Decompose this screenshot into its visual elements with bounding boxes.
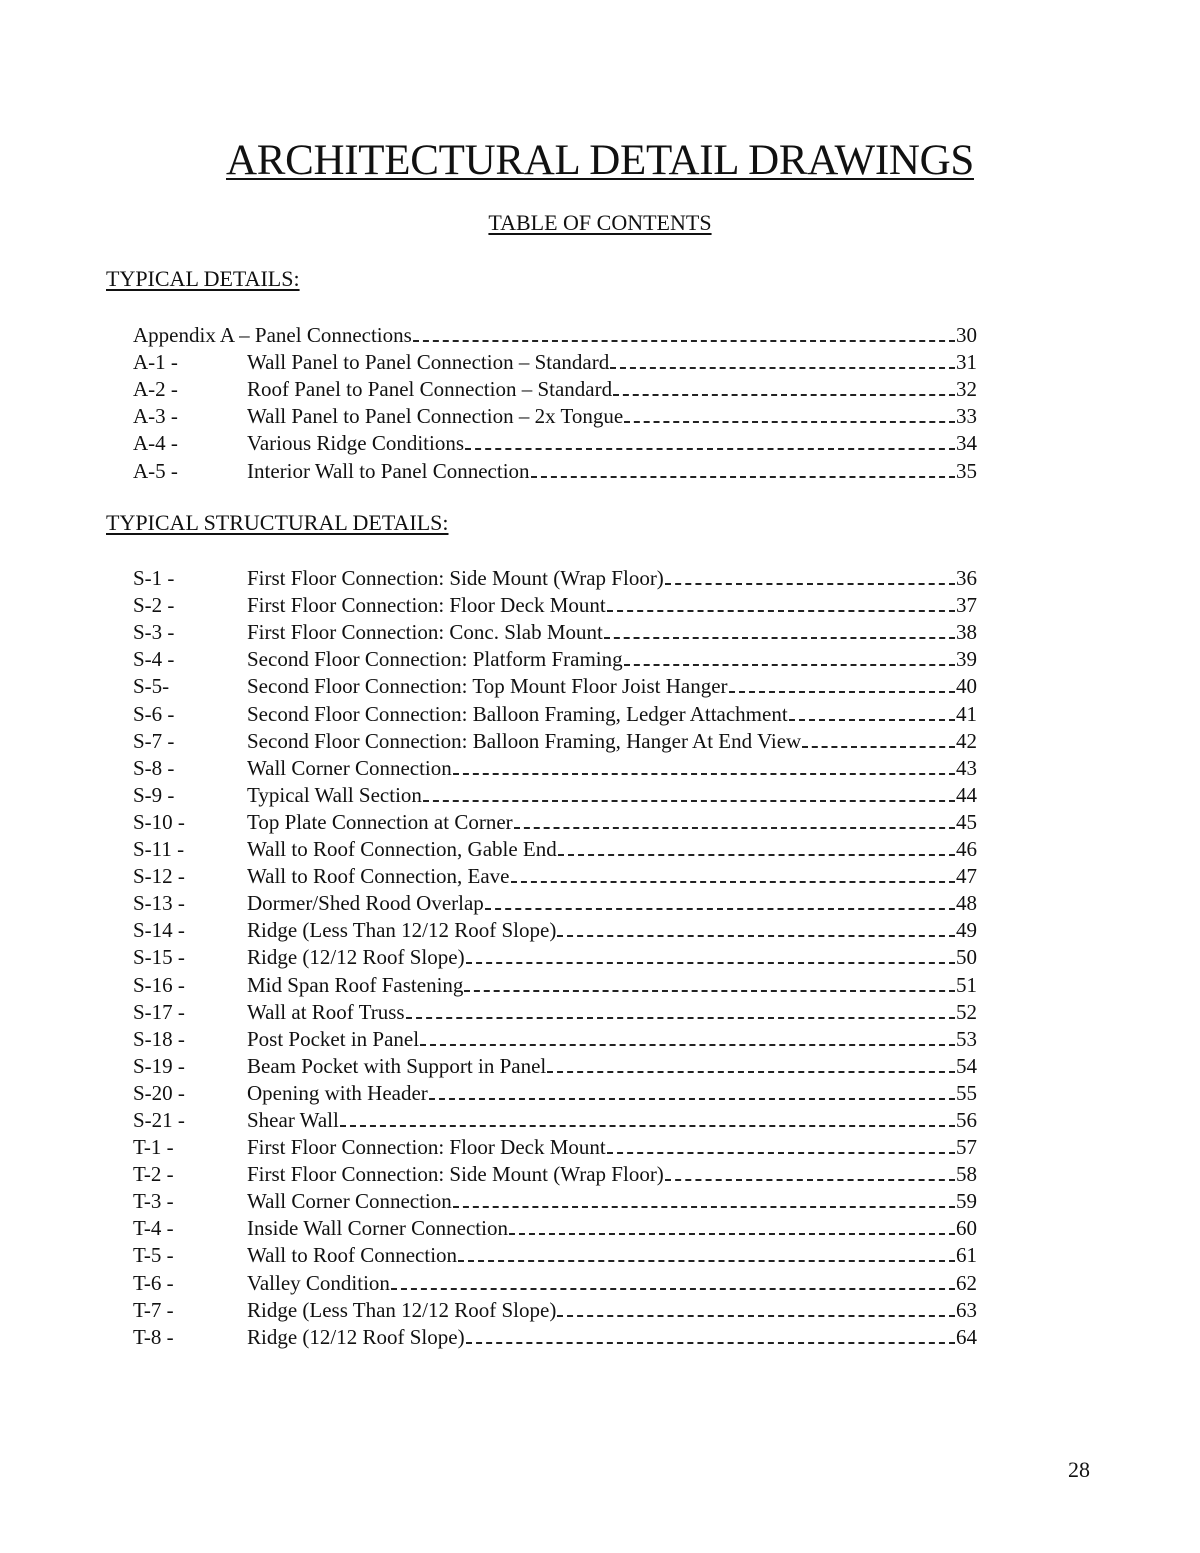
toc-entry-title: First Floor Connection: Side Mount (Wrap Floor) [247, 566, 664, 591]
toc-entry-code: S-17 - [133, 999, 185, 1024]
toc-entry-page-number: 44 [956, 782, 977, 807]
toc-entry-code: A-3 - [133, 404, 178, 429]
toc-entry-title: Second Floor Connection: Platform Framing [247, 647, 623, 672]
toc-entry-code: Appendix A – Panel Connections [133, 323, 412, 348]
toc-entry-code: T-4 - [133, 1216, 174, 1241]
toc-dot-leader [789, 719, 955, 721]
toc-entry-code: S-9 - [133, 782, 175, 807]
toc-entry[interactable] [133, 969, 977, 996]
toc-entry[interactable] [133, 861, 977, 888]
toc-entry-page-number: 53 [956, 1026, 977, 1051]
toc-entry[interactable] [133, 753, 977, 780]
toc-entry-page-number: 60 [956, 1216, 977, 1241]
toc-entry-page-number: 30 [956, 323, 977, 348]
toc-entry-title: Second Floor Connection: Balloon Framing, Hanger At End View [247, 728, 802, 753]
toc-entry-code: S-21 - [133, 1107, 185, 1132]
toc-entry-title: Post Pocket in Panel [247, 1026, 420, 1051]
toc-entry-title: Wall to Roof Connection, Eave [247, 864, 510, 889]
toc-entry-page-number: 39 [956, 647, 977, 672]
toc-dot-leader [406, 1017, 955, 1019]
toc-entry[interactable] [133, 455, 977, 482]
document-title: ARCHITECTURAL DETAIL DRAWINGS [226, 137, 974, 184]
toc-entry[interactable] [133, 997, 977, 1024]
toc-entry-code: S-5- [133, 674, 170, 699]
toc-entry-page-number: 48 [956, 891, 977, 916]
toc-entry-page-number: 50 [956, 945, 977, 970]
toc-entry[interactable] [133, 1105, 977, 1132]
toc-dot-leader [466, 1342, 955, 1344]
toc-dot-leader [391, 1288, 955, 1290]
toc-entry-page-number: 42 [956, 728, 977, 753]
toc-entry-code: T-6 - [133, 1270, 174, 1295]
toc-entry[interactable] [133, 1159, 977, 1186]
toc-entry-page-number: 58 [956, 1162, 977, 1187]
toc-entry-title: First Floor Connection: Side Mount (Wrap Floor) [247, 1162, 664, 1187]
section-heading-typical-details: TYPICAL DETAILS: [106, 266, 300, 291]
toc-entry-code: S-3 - [133, 620, 175, 645]
toc-entry-page-number: 52 [956, 999, 977, 1024]
toc-entry-page-number: 59 [956, 1189, 977, 1214]
toc-dot-leader [509, 1233, 955, 1235]
toc-entry[interactable] [133, 1132, 977, 1159]
toc-entry[interactable] [133, 1186, 977, 1213]
toc-entry-title: Various Ridge Conditions [247, 431, 465, 456]
toc-entry-title: Wall to Roof Connection, Gable End [247, 837, 557, 862]
toc-dot-leader [557, 1315, 955, 1317]
toc-dot-leader [420, 1044, 955, 1046]
toc-entry-code: S-4 - [133, 647, 175, 672]
toc-entry-page-number: 41 [956, 701, 977, 726]
toc-entry-page-number: 51 [956, 972, 977, 997]
toc-entry[interactable] [133, 942, 977, 969]
toc-entry-code: S-19 - [133, 1053, 185, 1078]
toc-entry-title: Valley Condition [247, 1270, 390, 1295]
toc-entry[interactable] [133, 1267, 977, 1294]
toc-entry[interactable] [133, 834, 977, 861]
toc-entry[interactable] [133, 401, 977, 428]
toc-entry-page-number: 36 [956, 566, 977, 591]
toc-entry[interactable] [133, 1051, 977, 1078]
toc-entry[interactable] [133, 428, 977, 455]
toc-entry-code: A-1 - [133, 350, 178, 375]
toc-dot-leader [607, 610, 955, 612]
toc-dot-leader [558, 854, 955, 856]
toc-entry-page-number: 32 [956, 377, 977, 402]
toc-entry-title: First Floor Connection: Conc. Slab Mount [247, 620, 603, 645]
toc-entry-title: Inside Wall Corner Connection [247, 1216, 508, 1241]
toc-entry[interactable] [133, 347, 977, 374]
toc-entry-code: S-12 - [133, 864, 185, 889]
toc-entry-page-number: 31 [956, 350, 977, 375]
toc-entry[interactable] [133, 320, 977, 347]
toc-entry-code: T-7 - [133, 1297, 174, 1322]
toc-list-typical-structural-details [133, 563, 977, 1349]
toc-dot-leader [665, 1179, 955, 1181]
toc-entry-title: Shear Wall [247, 1107, 339, 1132]
toc-entry-page-number: 61 [956, 1243, 977, 1268]
toc-entry-code: T-1 - [133, 1135, 174, 1160]
toc-entry-title: Wall Corner Connection [247, 1189, 452, 1214]
toc-entry-title: Second Floor Connection: Top Mount Floor Joist Hanger [247, 674, 728, 699]
toc-entry-code: T-8 - [133, 1324, 174, 1349]
toc-entry-code: S-6 - [133, 701, 175, 726]
toc-entry-page-number: 55 [956, 1080, 977, 1105]
toc-entry[interactable] [133, 1024, 977, 1051]
toc-entry-page-number: 45 [956, 809, 977, 834]
toc-dot-leader [453, 773, 955, 775]
toc-entry[interactable] [133, 888, 977, 915]
toc-dot-leader [547, 1071, 955, 1073]
toc-entry-code: S-13 - [133, 891, 185, 916]
toc-dot-leader [485, 908, 955, 910]
toc-entry-title: First Floor Connection: Floor Deck Mount [247, 593, 606, 618]
toc-entry-code: S-8 - [133, 755, 175, 780]
toc-dot-leader [465, 448, 955, 450]
toc-entry-page-number: 35 [956, 458, 977, 483]
toc-entry[interactable] [133, 698, 977, 725]
toc-entry-title: Roof Panel to Panel Connection – Standard [247, 377, 613, 402]
toc-entry-code: A-4 - [133, 431, 178, 456]
toc-entry[interactable] [133, 807, 977, 834]
toc-entry[interactable] [133, 374, 977, 401]
toc-entry-page-number: 46 [956, 837, 977, 862]
toc-entry-title: Ridge (Less Than 12/12 Roof Slope) [247, 918, 557, 943]
toc-entry-title: First Floor Connection: Floor Deck Mount [247, 1135, 606, 1160]
toc-entry-page-number: 43 [956, 755, 977, 780]
toc-entry-title: Wall Corner Connection [247, 755, 452, 780]
toc-dot-leader [458, 1260, 955, 1262]
toc-entry-title: Beam Pocket with Support in Panel [247, 1053, 547, 1078]
toc-entry-code: T-5 - [133, 1243, 174, 1268]
toc-entry-page-number: 63 [956, 1297, 977, 1322]
toc-entry-title: Ridge (12/12 Roof Slope) [247, 1324, 465, 1349]
toc-entry-code: A-2 - [133, 377, 178, 402]
toc-dot-leader [423, 800, 955, 802]
toc-entry-page-number: 40 [956, 674, 977, 699]
toc-dot-leader [557, 935, 955, 937]
toc-entry[interactable] [133, 780, 977, 807]
toc-dot-leader [729, 691, 955, 693]
toc-dot-leader [466, 962, 955, 964]
toc-entry-code: S-16 - [133, 972, 185, 997]
toc-entry-title: Second Floor Connection: Balloon Framing, Ledger Attachment [247, 701, 788, 726]
toc-entry-code: S-10 - [133, 809, 185, 834]
toc-entry-code: T-3 - [133, 1189, 174, 1214]
section-heading-typical-structural-details: TYPICAL STRUCTURAL DETAILS: [106, 510, 449, 535]
toc-dot-leader [607, 1152, 955, 1154]
toc-entry[interactable] [133, 726, 977, 753]
toc-list-typical-details [133, 320, 977, 483]
toc-entry-title: Ridge (12/12 Roof Slope) [247, 945, 465, 970]
toc-entry[interactable] [133, 1322, 977, 1349]
toc-entry[interactable] [133, 915, 977, 942]
toc-entry-title: Wall to Roof Connection [247, 1243, 458, 1268]
toc-entry-code: T-2 - [133, 1162, 174, 1187]
toc-entry[interactable] [133, 1240, 977, 1267]
toc-dot-leader [413, 340, 955, 342]
toc-entry[interactable] [133, 1213, 977, 1240]
toc-heading: TABLE OF CONTENTS [488, 210, 712, 235]
toc-entry-page-number: 47 [956, 864, 977, 889]
toc-dot-leader [514, 827, 955, 829]
toc-entry-page-number: 54 [956, 1053, 977, 1078]
toc-entry-title: Wall Panel to Panel Connection – 2x Tongue [247, 404, 624, 429]
toc-dot-leader [340, 1125, 955, 1127]
toc-entry-code: S-7 - [133, 728, 175, 753]
toc-entry-page-number: 34 [956, 431, 977, 456]
toc-entry[interactable] [133, 1295, 977, 1322]
toc-entry[interactable] [133, 671, 977, 698]
toc-entry-code: S-2 - [133, 593, 175, 618]
toc-dot-leader [604, 637, 955, 639]
toc-entry[interactable] [133, 590, 977, 617]
toc-entry[interactable] [133, 1078, 977, 1105]
toc-entry-title: Wall at Roof Truss [247, 999, 405, 1024]
toc-entry-title: Dormer/Shed Rood Overlap [247, 891, 484, 916]
toc-dot-leader [453, 1206, 955, 1208]
toc-dot-leader [610, 367, 955, 369]
toc-dot-leader [613, 394, 955, 396]
toc-dot-leader [624, 664, 955, 666]
toc-entry-title: Top Plate Connection at Corner [247, 809, 513, 834]
toc-entry-title: Interior Wall to Panel Connection [247, 458, 530, 483]
toc-dot-leader [665, 583, 955, 585]
toc-entry-code: S-15 - [133, 945, 185, 970]
toc-dot-leader [429, 1098, 955, 1100]
toc-entry-code: S-20 - [133, 1080, 185, 1105]
toc-entry-title: Mid Span Roof Fastening [247, 972, 464, 997]
toc-entry-code: S-1 - [133, 566, 175, 591]
toc-dot-leader [624, 421, 955, 423]
toc-entry-page-number: 56 [956, 1107, 977, 1132]
toc-dot-leader [511, 881, 956, 883]
toc-dot-leader [802, 746, 955, 748]
toc-entry-page-number: 64 [956, 1324, 977, 1349]
toc-entry-page-number: 62 [956, 1270, 977, 1295]
toc-entry-title: Ridge (Less Than 12/12 Roof Slope) [247, 1297, 557, 1322]
toc-entry-page-number: 49 [956, 918, 977, 943]
toc-entry-title: Opening with Header [247, 1080, 428, 1105]
toc-entry[interactable] [133, 563, 977, 590]
toc-entry-page-number: 37 [956, 593, 977, 618]
toc-entry[interactable] [133, 644, 977, 671]
page-number: 28 [1068, 1457, 1090, 1482]
toc-dot-leader [464, 990, 955, 992]
toc-entry-page-number: 33 [956, 404, 977, 429]
toc-entry-page-number: 38 [956, 620, 977, 645]
toc-entry-code: S-14 - [133, 918, 185, 943]
toc-entry-code: A-5 - [133, 458, 178, 483]
toc-entry-code: S-18 - [133, 1026, 185, 1051]
toc-entry[interactable] [133, 617, 977, 644]
toc-entry-page-number: 57 [956, 1135, 977, 1160]
toc-entry-code: S-11 - [133, 837, 185, 862]
toc-entry-title: Wall Panel to Panel Connection – Standard [247, 350, 610, 375]
toc-entry-title: Typical Wall Section [247, 782, 422, 807]
toc-dot-leader [531, 476, 955, 478]
